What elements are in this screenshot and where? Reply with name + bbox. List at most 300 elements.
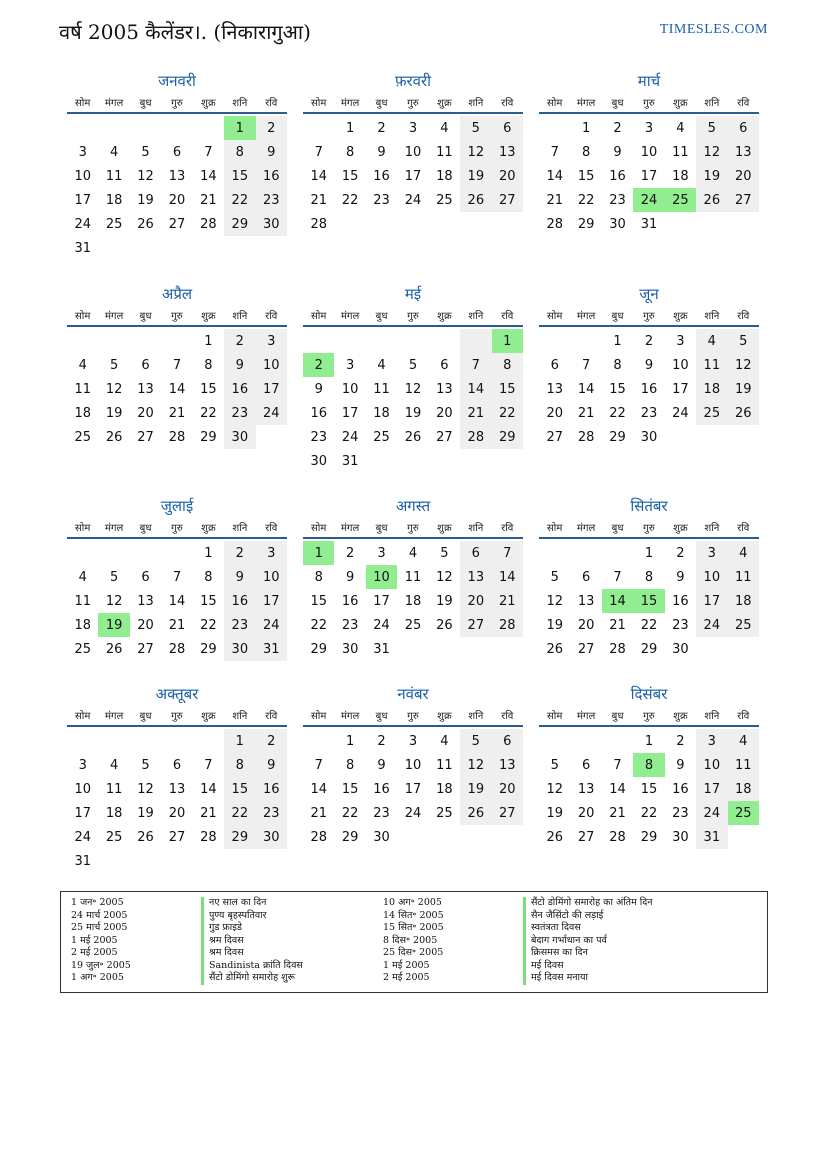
day-cell[interactable]: 29 bbox=[200, 429, 217, 445]
day-cell[interactable]: 2 bbox=[256, 729, 287, 753]
day-cell[interactable]: 14 bbox=[200, 168, 217, 184]
day-cell[interactable]: 10 bbox=[696, 565, 727, 589]
day-cell[interactable]: 6 bbox=[550, 357, 559, 373]
day-cell[interactable]: 25 bbox=[373, 429, 390, 445]
day-cell[interactable]: 11 bbox=[436, 757, 453, 773]
day-cell[interactable]: 16 bbox=[672, 781, 689, 797]
day-cell[interactable]: 1 bbox=[613, 333, 622, 349]
day-cell[interactable]: 3 bbox=[256, 329, 287, 353]
day-cell[interactable]: 14 bbox=[168, 381, 186, 397]
day-cell[interactable]: 3 bbox=[676, 333, 685, 349]
day-cell[interactable]: 14 bbox=[546, 168, 563, 184]
day-cell[interactable]: 6 bbox=[728, 116, 759, 140]
day-cell[interactable]: 1 bbox=[345, 733, 355, 749]
day-cell[interactable]: 9 bbox=[224, 353, 255, 377]
day-cell[interactable]: 31 bbox=[256, 637, 287, 661]
site-name[interactable]: TIMESLES.COM bbox=[659, 22, 768, 37]
day-cell[interactable]: 27 bbox=[460, 613, 491, 637]
day-cell[interactable]: 29 bbox=[640, 641, 658, 657]
day-cell[interactable]: 3 bbox=[696, 541, 727, 565]
day-cell[interactable]: 19 bbox=[137, 192, 154, 208]
day-cell[interactable]: 28 bbox=[168, 641, 186, 657]
day-cell[interactable]: 22 bbox=[341, 805, 359, 821]
day-cell[interactable]: 22 bbox=[640, 805, 658, 821]
day-cell[interactable]: 23 bbox=[609, 192, 626, 208]
day-cell[interactable]: 11 bbox=[728, 565, 759, 589]
day-cell[interactable]: 9 bbox=[676, 757, 685, 773]
day-cell[interactable]: 10 bbox=[74, 168, 91, 184]
day-cell[interactable]: 23 bbox=[224, 401, 255, 425]
day-cell[interactable]: 15 bbox=[200, 381, 217, 397]
day-cell[interactable]: 2 bbox=[377, 120, 386, 136]
day-cell[interactable]: 13 bbox=[168, 168, 186, 184]
day-cell[interactable]: 1 bbox=[204, 333, 213, 349]
day-cell[interactable]: 11 bbox=[696, 353, 727, 377]
day-cell[interactable]: 1 bbox=[303, 541, 334, 565]
day-cell[interactable]: 20 bbox=[728, 164, 759, 188]
day-cell[interactable]: 8 bbox=[224, 140, 255, 164]
day-cell[interactable]: 26 bbox=[546, 829, 563, 845]
day-cell[interactable]: 4 bbox=[78, 569, 87, 585]
day-cell[interactable]: 10 bbox=[256, 565, 287, 589]
day-cell[interactable]: 23 bbox=[256, 801, 287, 825]
day-cell[interactable]: 23 bbox=[640, 405, 658, 421]
day-cell[interactable]: 5 bbox=[141, 144, 150, 160]
day-cell[interactable]: 11 bbox=[74, 593, 91, 609]
day-cell[interactable]: 9 bbox=[613, 144, 622, 160]
day-cell[interactable]: 16 bbox=[373, 168, 390, 184]
day-cell[interactable]: 23 bbox=[224, 613, 255, 637]
day-cell[interactable]: 29 bbox=[609, 429, 626, 445]
day-cell[interactable]: 24 bbox=[672, 405, 689, 421]
day-cell[interactable]: 9 bbox=[256, 140, 287, 164]
day-cell[interactable]: 22 bbox=[492, 401, 523, 425]
day-cell[interactable]: 19 bbox=[546, 617, 563, 633]
day-cell[interactable]: 4 bbox=[676, 120, 685, 136]
day-cell[interactable]: 19 bbox=[696, 164, 727, 188]
day-cell[interactable]: 1 bbox=[204, 545, 213, 561]
day-cell[interactable]: 15 bbox=[310, 593, 327, 609]
day-cell[interactable]: 7 bbox=[204, 144, 213, 160]
day-cell[interactable]: 10 bbox=[256, 353, 287, 377]
day-cell[interactable]: 25 bbox=[74, 641, 91, 657]
day-cell[interactable]: 10 bbox=[366, 565, 397, 589]
day-cell[interactable]: 24 bbox=[633, 188, 664, 212]
day-cell[interactable]: 11 bbox=[105, 168, 123, 184]
day-cell[interactable]: 8 bbox=[204, 357, 213, 373]
day-cell[interactable]: 7 bbox=[550, 144, 559, 160]
day-cell[interactable]: 13 bbox=[460, 565, 491, 589]
day-cell[interactable]: 19 bbox=[546, 805, 563, 821]
day-cell[interactable]: 12 bbox=[105, 381, 123, 397]
day-cell[interactable]: 30 bbox=[672, 641, 689, 657]
day-cell[interactable]: 13 bbox=[137, 593, 154, 609]
day-cell[interactable]: 2 bbox=[345, 545, 355, 561]
day-cell[interactable]: 18 bbox=[373, 405, 390, 421]
day-cell[interactable]: 2 bbox=[256, 116, 287, 140]
day-cell[interactable]: 17 bbox=[672, 381, 689, 397]
day-cell[interactable]: 24 bbox=[696, 613, 727, 637]
day-cell[interactable]: 14 bbox=[602, 589, 633, 613]
day-cell[interactable]: 3 bbox=[377, 545, 386, 561]
day-cell[interactable]: 15 bbox=[640, 781, 658, 797]
day-cell[interactable]: 28 bbox=[310, 829, 327, 845]
day-cell[interactable]: 11 bbox=[105, 781, 123, 797]
day-cell[interactable]: 22 bbox=[224, 188, 255, 212]
day-cell[interactable]: 13 bbox=[577, 781, 595, 797]
day-cell[interactable]: 6 bbox=[492, 116, 523, 140]
day-cell[interactable]: 22 bbox=[577, 192, 595, 208]
day-cell[interactable]: 19 bbox=[728, 377, 759, 401]
day-cell[interactable]: 3 bbox=[78, 757, 87, 773]
day-cell[interactable]: 27 bbox=[577, 641, 595, 657]
day-cell[interactable]: 17 bbox=[373, 593, 390, 609]
day-cell[interactable]: 23 bbox=[256, 188, 287, 212]
day-cell[interactable]: 27 bbox=[168, 216, 186, 232]
day-cell[interactable]: 17 bbox=[74, 805, 91, 821]
day-cell[interactable]: 28 bbox=[492, 613, 523, 637]
day-cell[interactable]: 20 bbox=[492, 164, 523, 188]
day-cell[interactable]: 16 bbox=[373, 781, 390, 797]
day-cell[interactable]: 26 bbox=[728, 401, 759, 425]
day-cell[interactable]: 15 bbox=[341, 168, 359, 184]
day-cell[interactable]: 27 bbox=[137, 641, 154, 657]
day-cell[interactable]: 13 bbox=[137, 381, 154, 397]
day-cell[interactable]: 26 bbox=[696, 188, 727, 212]
day-cell[interactable]: 4 bbox=[377, 357, 386, 373]
day-cell[interactable]: 23 bbox=[341, 617, 359, 633]
day-cell[interactable]: 29 bbox=[640, 829, 658, 845]
day-cell[interactable]: 17 bbox=[256, 589, 287, 613]
day-cell[interactable]: 7 bbox=[581, 357, 591, 373]
day-cell[interactable]: 27 bbox=[168, 829, 186, 845]
day-cell[interactable]: 1 bbox=[224, 729, 255, 753]
day-cell[interactable]: 30 bbox=[310, 453, 327, 469]
day-cell[interactable]: 1 bbox=[492, 329, 523, 353]
day-cell[interactable]: 16 bbox=[609, 168, 626, 184]
day-cell[interactable]: 5 bbox=[440, 545, 449, 561]
day-cell[interactable]: 5 bbox=[460, 116, 491, 140]
day-cell[interactable]: 31 bbox=[341, 453, 359, 469]
day-cell[interactable]: 2 bbox=[613, 120, 622, 136]
day-cell[interactable]: 1 bbox=[224, 116, 255, 140]
day-cell[interactable]: 8 bbox=[581, 144, 591, 160]
day-cell[interactable]: 24 bbox=[696, 801, 727, 825]
day-cell[interactable]: 20 bbox=[137, 617, 154, 633]
day-cell[interactable]: 28 bbox=[168, 429, 186, 445]
day-cell[interactable]: 21 bbox=[310, 192, 327, 208]
day-cell[interactable]: 30 bbox=[373, 829, 390, 845]
day-cell[interactable]: 1 bbox=[644, 545, 654, 561]
day-cell[interactable]: 25 bbox=[105, 216, 123, 232]
day-cell[interactable]: 18 bbox=[74, 405, 91, 421]
day-cell[interactable]: 18 bbox=[105, 805, 123, 821]
day-cell[interactable]: 20 bbox=[436, 405, 453, 421]
day-cell[interactable]: 25 bbox=[105, 829, 123, 845]
day-cell[interactable]: 12 bbox=[696, 140, 727, 164]
day-cell[interactable]: 21 bbox=[460, 401, 491, 425]
day-cell[interactable]: 7 bbox=[172, 357, 182, 373]
day-cell[interactable]: 21 bbox=[492, 589, 523, 613]
day-cell[interactable]: 5 bbox=[460, 729, 491, 753]
day-cell[interactable]: 9 bbox=[224, 565, 255, 589]
day-cell[interactable]: 5 bbox=[696, 116, 727, 140]
day-cell[interactable]: 30 bbox=[672, 829, 689, 845]
day-cell[interactable]: 12 bbox=[105, 593, 123, 609]
day-cell[interactable]: 10 bbox=[696, 753, 727, 777]
day-cell[interactable]: 8 bbox=[224, 753, 255, 777]
day-cell[interactable]: 15 bbox=[224, 164, 255, 188]
day-cell[interactable]: 23 bbox=[373, 192, 390, 208]
day-cell[interactable]: 11 bbox=[728, 753, 759, 777]
day-cell[interactable]: 31 bbox=[696, 825, 727, 849]
day-cell[interactable]: 13 bbox=[546, 381, 563, 397]
day-cell[interactable]: 4 bbox=[696, 329, 727, 353]
day-cell[interactable]: 8 bbox=[644, 569, 654, 585]
day-cell[interactable]: 14 bbox=[168, 593, 186, 609]
day-cell[interactable]: 20 bbox=[168, 192, 186, 208]
day-cell[interactable]: 4 bbox=[728, 541, 759, 565]
day-cell[interactable]: 13 bbox=[168, 781, 186, 797]
day-cell[interactable]: 31 bbox=[74, 853, 91, 869]
day-cell[interactable]: 8 bbox=[633, 753, 664, 777]
day-cell[interactable]: 9 bbox=[256, 753, 287, 777]
day-cell[interactable]: 6 bbox=[492, 729, 523, 753]
day-cell[interactable]: 17 bbox=[404, 781, 422, 797]
day-cell[interactable]: 12 bbox=[460, 140, 491, 164]
day-cell[interactable]: 6 bbox=[141, 569, 150, 585]
day-cell[interactable]: 4 bbox=[728, 729, 759, 753]
day-cell[interactable]: 21 bbox=[168, 405, 186, 421]
day-cell[interactable]: 7 bbox=[204, 757, 213, 773]
day-cell[interactable]: 31 bbox=[74, 240, 91, 256]
day-cell[interactable]: 26 bbox=[436, 617, 453, 633]
day-cell[interactable]: 29 bbox=[310, 641, 327, 657]
day-cell[interactable]: 3 bbox=[696, 729, 727, 753]
day-cell[interactable]: 13 bbox=[492, 753, 523, 777]
day-cell[interactable]: 22 bbox=[200, 617, 217, 633]
day-cell[interactable]: 11 bbox=[373, 381, 390, 397]
day-cell[interactable]: 11 bbox=[404, 569, 422, 585]
day-cell[interactable]: 15 bbox=[224, 777, 255, 801]
day-cell[interactable]: 2 bbox=[224, 541, 255, 565]
day-cell[interactable]: 16 bbox=[224, 589, 255, 613]
day-cell[interactable]: 20 bbox=[168, 805, 186, 821]
day-cell[interactable]: 21 bbox=[577, 405, 595, 421]
day-cell[interactable]: 25 bbox=[728, 613, 759, 637]
day-cell[interactable]: 14 bbox=[577, 381, 595, 397]
day-cell[interactable]: 8 bbox=[345, 757, 355, 773]
day-cell[interactable]: 8 bbox=[204, 569, 213, 585]
day-cell[interactable]: 2 bbox=[676, 545, 685, 561]
day-cell[interactable]: 17 bbox=[696, 777, 727, 801]
day-cell[interactable]: 3 bbox=[408, 733, 418, 749]
day-cell[interactable]: 14 bbox=[310, 781, 327, 797]
day-cell[interactable]: 12 bbox=[137, 168, 154, 184]
day-cell[interactable]: 7 bbox=[172, 569, 182, 585]
day-cell[interactable]: 6 bbox=[581, 569, 591, 585]
day-cell[interactable]: 20 bbox=[137, 405, 154, 421]
day-cell[interactable]: 4 bbox=[109, 144, 119, 160]
day-cell[interactable]: 29 bbox=[224, 212, 255, 236]
day-cell[interactable]: 24 bbox=[404, 192, 422, 208]
day-cell[interactable]: 27 bbox=[728, 188, 759, 212]
day-cell[interactable]: 2 bbox=[644, 333, 654, 349]
day-cell[interactable]: 21 bbox=[609, 805, 626, 821]
day-cell[interactable]: 4 bbox=[78, 357, 87, 373]
day-cell[interactable]: 19 bbox=[137, 805, 154, 821]
day-cell[interactable]: 26 bbox=[105, 641, 123, 657]
day-cell[interactable]: 3 bbox=[78, 144, 87, 160]
day-cell[interactable]: 8 bbox=[492, 353, 523, 377]
day-cell[interactable]: 25 bbox=[404, 617, 422, 633]
day-cell[interactable]: 24 bbox=[74, 216, 91, 232]
day-cell[interactable]: 6 bbox=[141, 357, 150, 373]
day-cell[interactable]: 25 bbox=[665, 188, 696, 212]
day-cell[interactable]: 1 bbox=[581, 120, 591, 136]
day-cell[interactable]: 8 bbox=[314, 569, 323, 585]
day-cell[interactable]: 25 bbox=[728, 801, 759, 825]
day-cell[interactable]: 10 bbox=[74, 781, 91, 797]
day-cell[interactable]: 7 bbox=[314, 757, 323, 773]
day-cell[interactable]: 20 bbox=[492, 777, 523, 801]
day-cell[interactable]: 13 bbox=[492, 140, 523, 164]
day-cell[interactable]: 26 bbox=[137, 216, 154, 232]
day-cell[interactable]: 3 bbox=[256, 541, 287, 565]
day-cell[interactable]: 6 bbox=[460, 541, 491, 565]
day-cell[interactable]: 5 bbox=[550, 569, 559, 585]
day-cell[interactable]: 31 bbox=[373, 641, 390, 657]
day-cell[interactable]: 27 bbox=[137, 429, 154, 445]
day-cell[interactable]: 13 bbox=[436, 381, 453, 397]
day-cell[interactable]: 20 bbox=[460, 589, 491, 613]
day-cell[interactable]: 16 bbox=[256, 777, 287, 801]
day-cell[interactable]: 17 bbox=[640, 168, 658, 184]
day-cell[interactable]: 24 bbox=[404, 805, 422, 821]
day-cell[interactable]: 13 bbox=[577, 593, 595, 609]
day-cell[interactable]: 11 bbox=[436, 144, 453, 160]
day-cell[interactable]: 21 bbox=[200, 192, 217, 208]
day-cell[interactable]: 19 bbox=[105, 405, 123, 421]
day-cell[interactable]: 17 bbox=[404, 168, 422, 184]
day-cell[interactable]: 5 bbox=[141, 757, 150, 773]
day-cell[interactable]: 9 bbox=[377, 144, 386, 160]
day-cell[interactable]: 12 bbox=[436, 569, 453, 585]
day-cell[interactable]: 6 bbox=[581, 757, 591, 773]
day-cell[interactable]: 23 bbox=[310, 429, 327, 445]
day-cell[interactable]: 4 bbox=[440, 120, 449, 136]
day-cell[interactable]: 18 bbox=[436, 168, 453, 184]
day-cell[interactable]: 28 bbox=[310, 216, 327, 232]
day-cell[interactable]: 30 bbox=[609, 216, 626, 232]
day-cell[interactable]: 31 bbox=[640, 216, 658, 232]
day-cell[interactable]: 9 bbox=[345, 569, 355, 585]
day-cell[interactable]: 18 bbox=[672, 168, 689, 184]
day-cell[interactable]: 22 bbox=[609, 405, 626, 421]
day-cell[interactable]: 18 bbox=[728, 589, 759, 613]
day-cell[interactable]: 15 bbox=[633, 589, 664, 613]
day-cell[interactable]: 12 bbox=[728, 353, 759, 377]
day-cell[interactable]: 7 bbox=[613, 569, 622, 585]
day-cell[interactable]: 23 bbox=[672, 617, 689, 633]
day-cell[interactable]: 22 bbox=[224, 801, 255, 825]
day-cell[interactable]: 9 bbox=[676, 569, 685, 585]
day-cell[interactable]: 28 bbox=[577, 429, 595, 445]
day-cell[interactable]: 18 bbox=[105, 192, 123, 208]
day-cell[interactable]: 9 bbox=[377, 757, 386, 773]
day-cell[interactable]: 26 bbox=[460, 801, 491, 825]
day-cell[interactable]: 26 bbox=[404, 429, 422, 445]
day-cell[interactable]: 19 bbox=[460, 164, 491, 188]
day-cell[interactable]: 12 bbox=[546, 781, 563, 797]
day-cell[interactable]: 23 bbox=[373, 805, 390, 821]
day-cell[interactable]: 25 bbox=[696, 401, 727, 425]
day-cell[interactable]: 28 bbox=[546, 216, 563, 232]
day-cell[interactable]: 28 bbox=[609, 641, 626, 657]
day-cell[interactable]: 17 bbox=[696, 589, 727, 613]
day-cell[interactable]: 20 bbox=[546, 405, 563, 421]
day-cell[interactable]: 2 bbox=[303, 353, 334, 377]
day-cell[interactable]: 29 bbox=[341, 829, 359, 845]
day-cell[interactable]: 3 bbox=[408, 120, 418, 136]
day-cell[interactable]: 10 bbox=[404, 144, 422, 160]
day-cell[interactable]: 16 bbox=[224, 377, 255, 401]
day-cell[interactable]: 27 bbox=[492, 801, 523, 825]
day-cell[interactable]: 5 bbox=[109, 569, 119, 585]
day-cell[interactable]: 25 bbox=[436, 192, 453, 208]
day-cell[interactable]: 28 bbox=[200, 829, 217, 845]
day-cell[interactable]: 24 bbox=[256, 401, 287, 425]
day-cell[interactable]: 16 bbox=[640, 381, 658, 397]
day-cell[interactable]: 2 bbox=[377, 733, 386, 749]
day-cell[interactable]: 24 bbox=[341, 429, 359, 445]
day-cell[interactable]: 30 bbox=[224, 637, 255, 661]
day-cell[interactable]: 8 bbox=[613, 357, 622, 373]
day-cell[interactable]: 14 bbox=[310, 168, 327, 184]
day-cell[interactable]: 9 bbox=[314, 381, 323, 397]
day-cell[interactable]: 6 bbox=[440, 357, 449, 373]
day-cell[interactable]: 26 bbox=[105, 429, 123, 445]
day-cell[interactable]: 21 bbox=[310, 805, 327, 821]
day-cell[interactable]: 27 bbox=[436, 429, 453, 445]
day-cell[interactable]: 21 bbox=[609, 617, 626, 633]
day-cell[interactable]: 4 bbox=[408, 545, 418, 561]
day-cell[interactable]: 15 bbox=[609, 381, 626, 397]
day-cell[interactable]: 26 bbox=[137, 829, 154, 845]
day-cell[interactable]: 21 bbox=[546, 192, 563, 208]
day-cell[interactable]: 24 bbox=[74, 829, 91, 845]
day-cell[interactable]: 4 bbox=[440, 733, 449, 749]
day-cell[interactable]: 17 bbox=[256, 377, 287, 401]
day-cell[interactable]: 26 bbox=[460, 188, 491, 212]
day-cell[interactable]: 9 bbox=[644, 357, 654, 373]
day-cell[interactable]: 22 bbox=[341, 192, 359, 208]
day-cell[interactable]: 19 bbox=[98, 613, 129, 637]
day-cell[interactable]: 15 bbox=[200, 593, 217, 609]
day-cell[interactable]: 2 bbox=[224, 329, 255, 353]
day-cell[interactable]: 5 bbox=[728, 329, 759, 353]
day-cell[interactable]: 21 bbox=[168, 617, 186, 633]
day-cell[interactable]: 11 bbox=[672, 144, 689, 160]
day-cell[interactable]: 22 bbox=[200, 405, 217, 421]
day-cell[interactable]: 21 bbox=[200, 805, 217, 821]
day-cell[interactable]: 24 bbox=[256, 613, 287, 637]
day-cell[interactable]: 14 bbox=[460, 377, 491, 401]
day-cell[interactable]: 20 bbox=[577, 617, 595, 633]
day-cell[interactable]: 17 bbox=[74, 192, 91, 208]
day-cell[interactable]: 18 bbox=[728, 777, 759, 801]
day-cell[interactable]: 17 bbox=[341, 405, 359, 421]
